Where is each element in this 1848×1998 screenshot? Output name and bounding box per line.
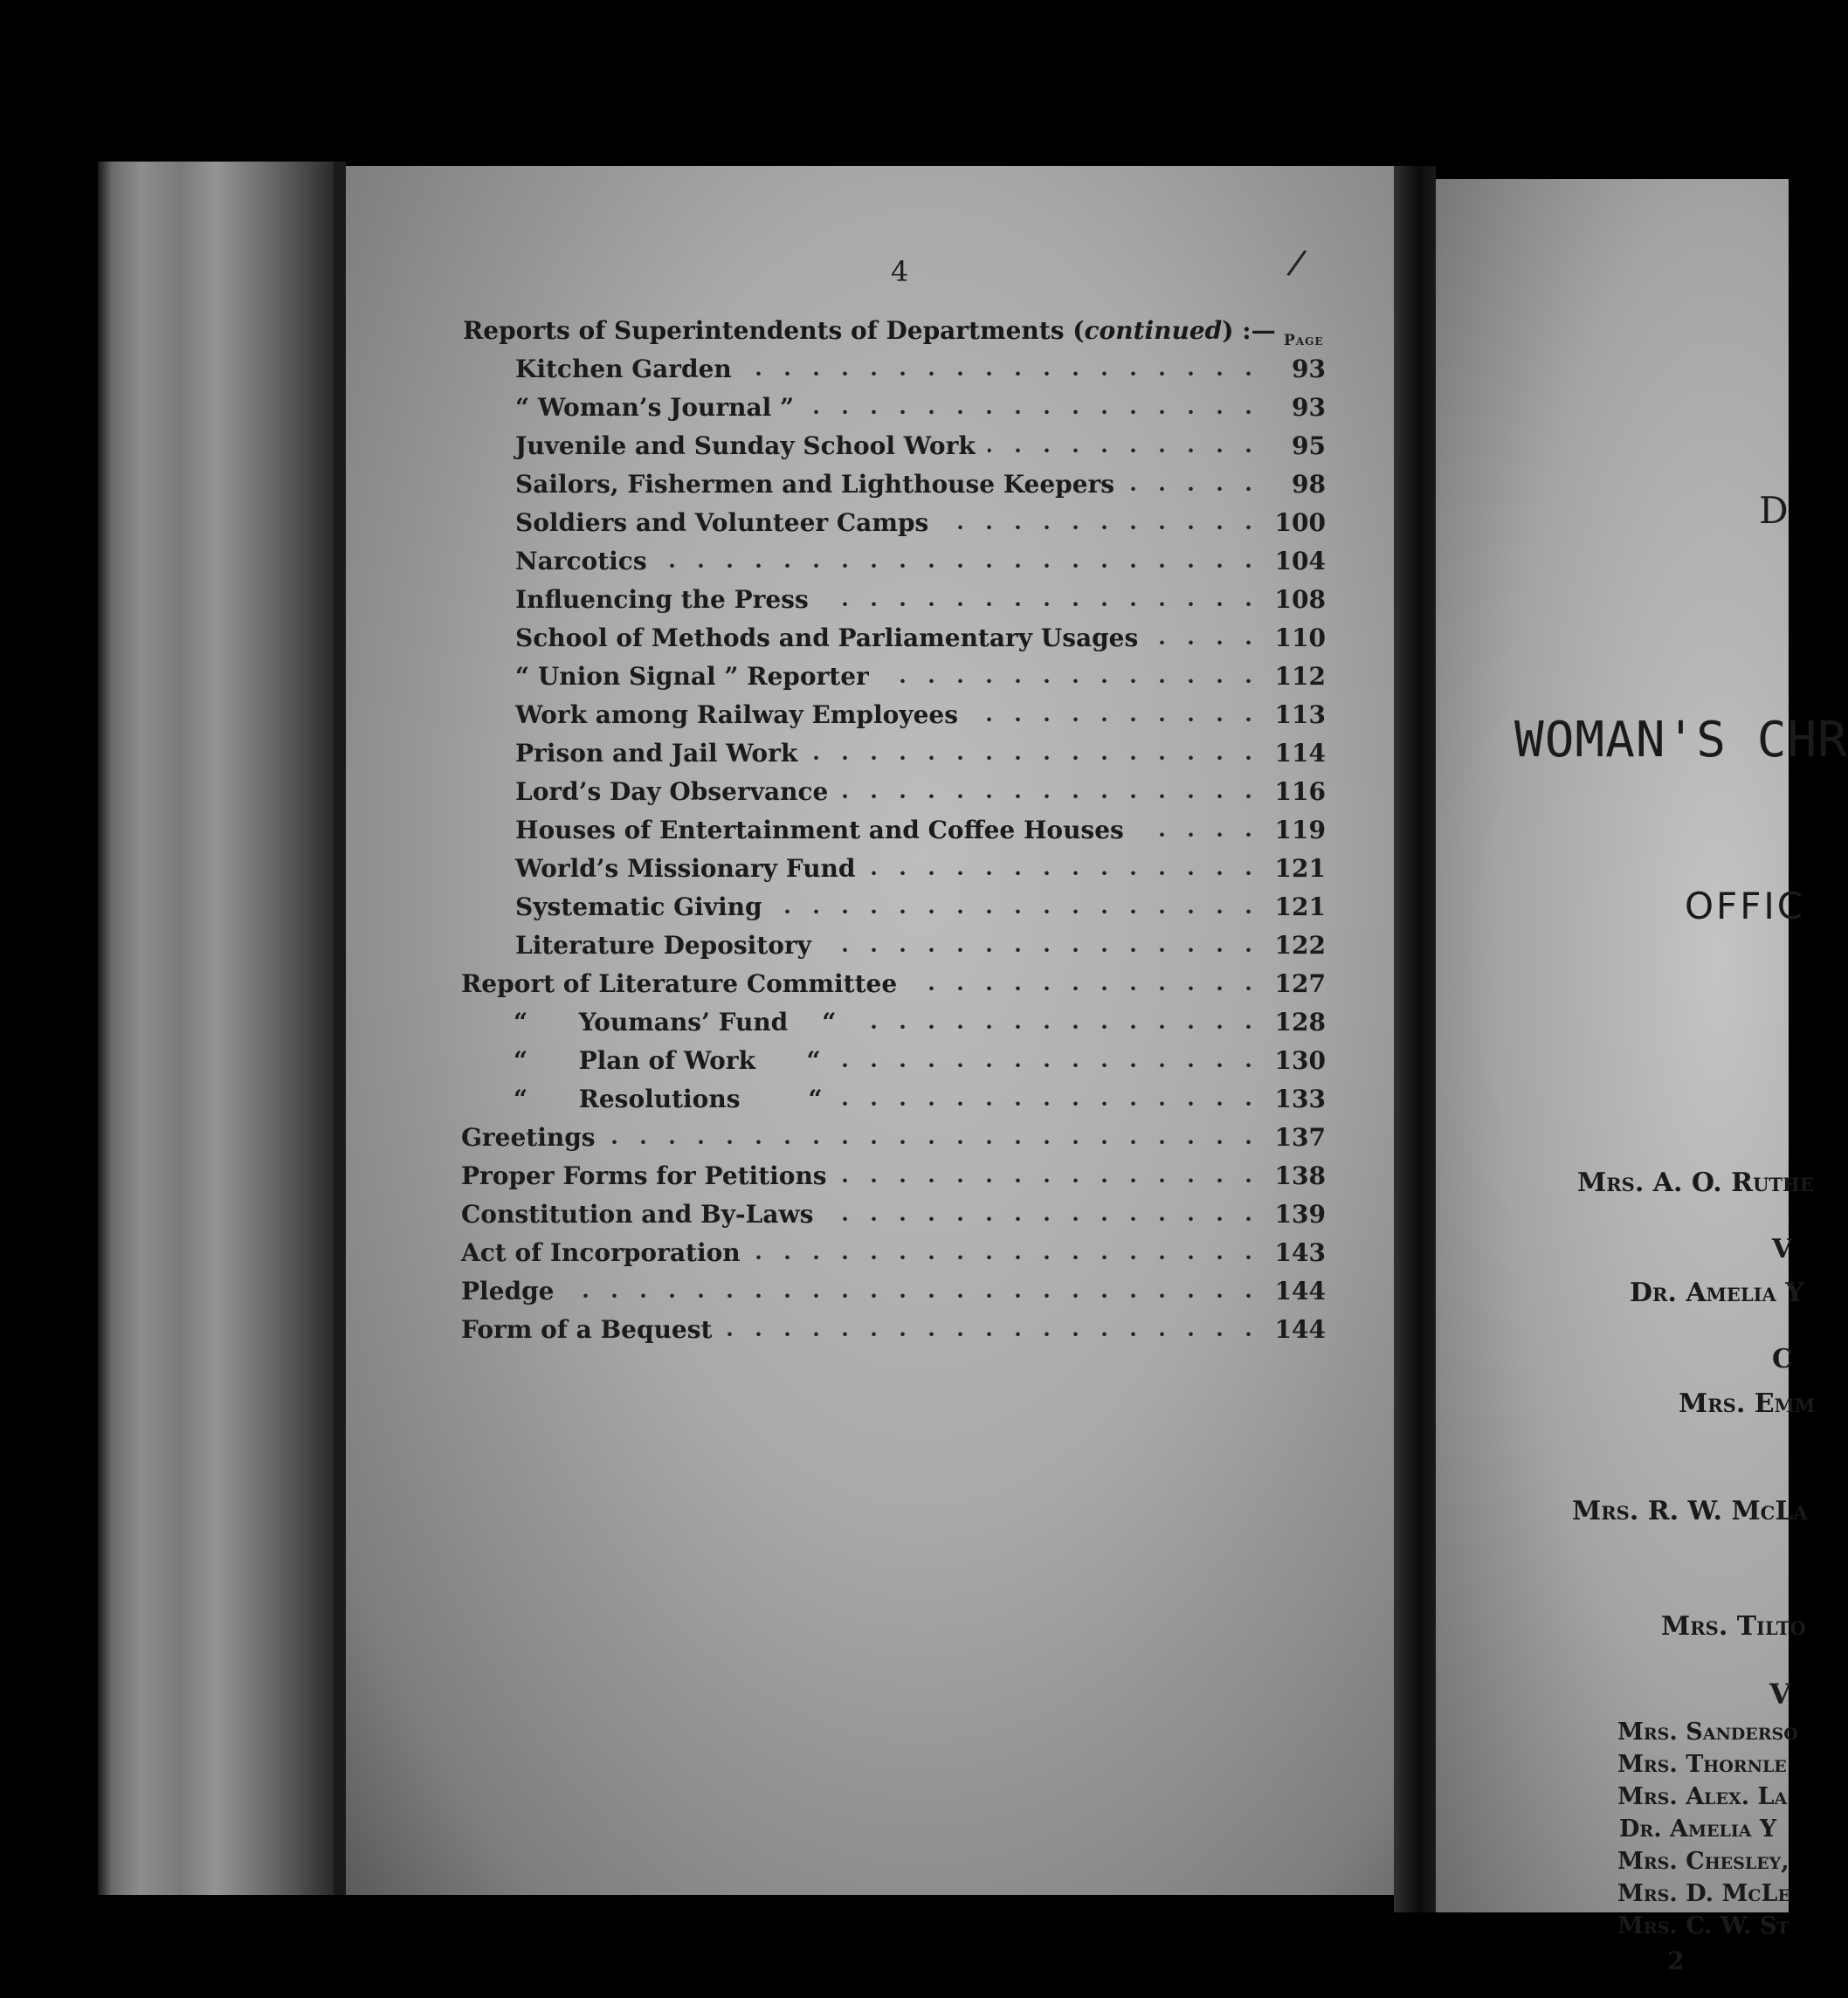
right-page-name: Mrs. A. O. Ruthe: [1577, 1168, 1814, 1198]
toc-entry-page: 93: [1292, 355, 1326, 383]
right-page-name: Mrs. Thornle: [1617, 1751, 1787, 1778]
dot-leader: [839, 1160, 1263, 1189]
page-number: 4: [891, 255, 909, 288]
toc-entry: [461, 1235, 1326, 1273]
toc-entry-page: 138: [1274, 1161, 1326, 1190]
dot-leader: [775, 891, 1263, 920]
toc-entry: [461, 1273, 1326, 1312]
toc-entry: [461, 927, 1326, 966]
toc-entry: [461, 851, 1326, 889]
right-page-name: Mrs. Sanderso: [1617, 1719, 1798, 1746]
dot-leader: [724, 1313, 1263, 1343]
toc-entry-title: Influencing the Press: [515, 585, 809, 614]
dot-leader: [659, 545, 1263, 575]
toc-entry: [461, 582, 1326, 620]
page-edge-shadow: [334, 162, 346, 1895]
toc-entry-page: 139: [1274, 1200, 1326, 1229]
table-of-contents: [461, 351, 1326, 1350]
toc-entry: [461, 1081, 1326, 1120]
dot-leader: [970, 699, 1263, 728]
toc-entry-page: 144: [1274, 1277, 1326, 1306]
toc-entry: [461, 658, 1326, 697]
toc-entry-page: 137: [1274, 1123, 1326, 1152]
toc-entry-page: 110: [1274, 624, 1326, 652]
toc-entry-page: 122: [1274, 931, 1326, 960]
right-page-name: Mrs. C. W. St: [1617, 1912, 1789, 1939]
dot-leader: [909, 968, 1263, 997]
toc-entry-title: Houses of Entertainment and Coffee Houses: [515, 816, 1124, 844]
dot-leader: [988, 430, 1263, 459]
toc-entry: [461, 351, 1326, 389]
toc-entry-page: 144: [1274, 1315, 1326, 1344]
right-page-name: Mrs. Emm: [1679, 1388, 1816, 1419]
toc-entry-title: Pledge: [461, 1277, 555, 1306]
right-page-officers-heading: OFFIC: [1685, 885, 1806, 927]
toc-entry-title: Constitution and By-Laws: [461, 1200, 814, 1229]
toc-entry-title: Narcotics: [515, 547, 647, 575]
toc-entry-page: 130: [1274, 1046, 1326, 1075]
toc-entry-page: 127: [1274, 969, 1326, 998]
toc-entry-page: 133: [1274, 1085, 1326, 1113]
toc-entry-page: 114: [1274, 739, 1326, 768]
dot-leader: [566, 1275, 1263, 1305]
toc-entry-title: Soldiers and Volunteer Camps: [515, 508, 929, 537]
toc-entry: [461, 466, 1326, 505]
toc-entry-title: “ Woman’s Journal ”: [515, 393, 795, 422]
right-page-letter: V: [1772, 1234, 1793, 1264]
dot-leader: [848, 1006, 1263, 1036]
dot-leader: [867, 852, 1263, 882]
dot-leader: [825, 1198, 1263, 1228]
right-page-letter: D: [1759, 489, 1789, 532]
toc-entry-title: Proper Forms for Petitions: [461, 1161, 827, 1190]
toc-entry-title: “ Union Signal ” Reporter: [515, 662, 869, 691]
toc-entry: [461, 966, 1326, 1004]
toc-entry-page: 93: [1292, 393, 1326, 422]
right-page-name: Mrs. D. McLe: [1617, 1880, 1790, 1907]
dot-leader: [1150, 622, 1263, 651]
toc-entry: [461, 774, 1326, 812]
page-column-label: Page: [1284, 332, 1324, 349]
dot-leader: [941, 506, 1263, 536]
toc-entry-title: Form of a Bequest: [461, 1315, 713, 1344]
toc-entry-title: Report of Literature Committee: [461, 969, 898, 998]
toc-entry-page: 108: [1274, 585, 1326, 614]
toc-entry-page: 113: [1274, 700, 1326, 729]
toc-entry-title: Systematic Giving: [515, 892, 762, 921]
toc-entry: [461, 620, 1326, 658]
dot-leader: [835, 1083, 1263, 1113]
toc-entry-page: 95: [1292, 431, 1326, 460]
dot-leader: [608, 1121, 1263, 1151]
toc-entry: [461, 543, 1326, 582]
toc-entry-page: 121: [1274, 892, 1326, 921]
right-page-letter: C: [1772, 1344, 1793, 1374]
toc-entry: [461, 1196, 1326, 1235]
toc-entry: [461, 697, 1326, 735]
right-page-name: Mrs. Tilto: [1661, 1611, 1806, 1642]
dot-leader: [821, 583, 1263, 613]
toc-entry-page: 98: [1292, 470, 1326, 499]
toc-entry-title: “ Youmans’ Fund “: [514, 1008, 837, 1037]
toc-entry: [461, 1158, 1326, 1196]
toc-entry-page: 112: [1274, 662, 1326, 691]
toc-entry: [461, 505, 1326, 543]
section-heading: Reports of Superintendents of Departments (continued) :—: [463, 316, 1276, 345]
right-page-name: Dr. Amelia Y: [1619, 1815, 1777, 1843]
toc-entry: [461, 735, 1326, 774]
dot-leader: [810, 737, 1263, 767]
dot-leader: [881, 660, 1263, 690]
toc-entry: [461, 889, 1326, 927]
dot-leader: [744, 353, 1263, 382]
right-page-name: Mrs. Chesley,: [1617, 1848, 1789, 1875]
right-page-name: Mrs. R. W. McLa: [1572, 1496, 1808, 1526]
toc-entry-title: Prison and Jail Work: [515, 739, 798, 768]
toc-entry-page: 116: [1274, 777, 1326, 806]
dot-leader: [833, 1044, 1263, 1074]
toc-entry: [461, 1120, 1326, 1158]
toc-entry: [461, 1043, 1326, 1081]
dot-leader: [840, 775, 1263, 805]
right-page-letter: V: [1769, 1678, 1791, 1711]
pencil-mark: /: [1285, 242, 1309, 284]
toc-entry-title: Juvenile and Sunday School Work: [515, 431, 976, 460]
toc-entry-page: 143: [1274, 1238, 1326, 1267]
toc-entry-title: “ Resolutions “: [514, 1085, 823, 1113]
book-binding: [1394, 166, 1436, 1912]
toc-entry-title: School of Methods and Parliamentary Usages: [515, 624, 1139, 652]
toc-entry: [461, 428, 1326, 466]
right-page-title: WOMAN'S CHR: [1514, 712, 1848, 768]
toc-entry-title: Work among Railway Employees: [515, 700, 958, 729]
toc-entry-page: 104: [1274, 547, 1326, 575]
toc-entry: [461, 812, 1326, 851]
dot-leader: [824, 929, 1263, 959]
toc-entry-title: Kitchen Garden: [515, 355, 732, 383]
dot-leader: [1127, 468, 1263, 498]
toc-entry-title: Act of Incorporation: [461, 1238, 741, 1267]
dot-leader: [806, 391, 1263, 421]
toc-entry-title: Literature Depository: [515, 931, 811, 960]
toc-entry-title: Sailors, Fishermen and Lighthouse Keepers: [515, 470, 1115, 499]
toc-entry: [461, 1312, 1326, 1350]
toc-entry-page: 119: [1274, 816, 1326, 844]
signature-mark: 2: [1667, 1946, 1685, 1975]
right-page-name: Dr. Amelia Y: [1630, 1278, 1804, 1308]
toc-entry-page: 100: [1274, 508, 1326, 537]
right-page-name: Mrs. Alex. La: [1617, 1783, 1788, 1810]
toc-entry: [461, 1004, 1326, 1043]
toc-entry-title: “ Plan of Work “: [514, 1046, 821, 1075]
dot-leader: [753, 1237, 1263, 1266]
book-fore-edge: [98, 162, 334, 1895]
toc-entry-title: Lord’s Day Observance: [515, 777, 829, 806]
toc-entry-page: 128: [1274, 1008, 1326, 1037]
toc-entry-page: 121: [1274, 854, 1326, 883]
toc-entry-title: Greetings: [461, 1123, 596, 1152]
toc-entry: [461, 389, 1326, 428]
dot-leader: [1136, 814, 1263, 844]
right-page: [1436, 179, 1848, 1975]
toc-entry-title: World’s Missionary Fund: [515, 854, 856, 883]
